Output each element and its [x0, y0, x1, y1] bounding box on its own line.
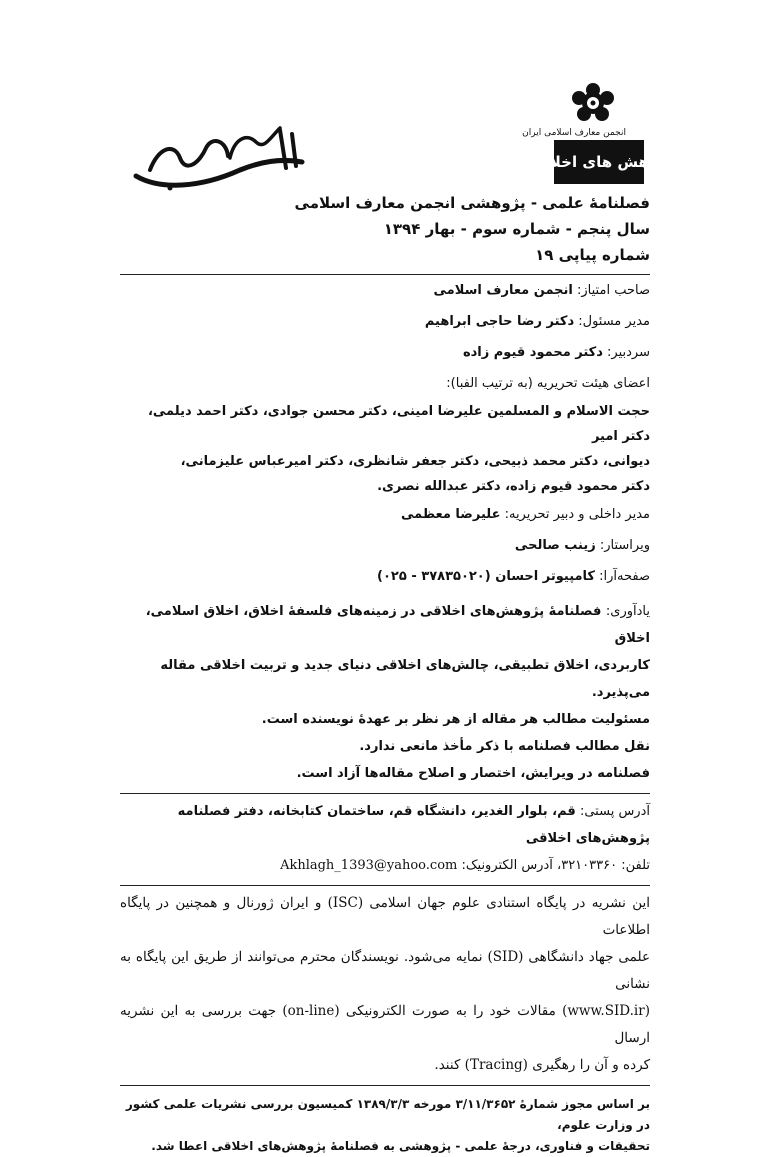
- association-logo: [522, 82, 626, 138]
- indexing-line: کرده و آن را رهگیری (Tracing) کنند.: [434, 1057, 650, 1073]
- phone-email-row: [120, 852, 650, 879]
- board-member-line: دکتر محمود قیوم زاده، دکتر عبدالله نصری.: [377, 479, 650, 494]
- internal-manager-value: علیرضا معظمی: [400, 507, 501, 522]
- indexing-line: علمی جهاد دانشگاهی (SID) نمایه می‌شود. نویسندگان محترم می‌توانند از طریق این پایگاه به نشانی: [120, 949, 651, 992]
- journal-info: [120, 190, 650, 268]
- phone-value: ۳۲۱۰۳۳۶۰،: [557, 858, 618, 873]
- editor-value: دکتر محمود قیوم زاده: [462, 345, 603, 360]
- board-label: اعضای هیئت تحریریه (به ترتیب الفبا):: [446, 376, 650, 391]
- page-header: [120, 60, 674, 188]
- internal-manager-label: مدیر داخلی و دبیر تحریریه:: [504, 507, 650, 522]
- director-value: دکتر رضا حاجی ابراهیم: [424, 314, 575, 329]
- journal-page: [120, 60, 674, 1153]
- journal-info-line: فصلنامهٔ علمی - پژوهشی انجمن معارف اسلامی: [294, 194, 650, 212]
- copy-editor-row: [120, 530, 650, 561]
- owner-value: انجمن معارف اسلامی: [433, 283, 573, 298]
- permit-line: تحقیقات و فناوری، درجهٔ علمی - پژوهشی به فصلنامهٔ پژوهش‌های اخلاقی اعطا شد.: [151, 1139, 650, 1153]
- divider: [120, 885, 650, 886]
- journal-info-line: سال پنجم - شماره سوم - بهار ۱۳۹۴: [383, 220, 650, 238]
- indexing-line: این نشریه در پایگاه استنادی علوم جهان اسلامی (ISC) و ایران ژورنال و همچنین در پایگاه اطلاعات: [120, 895, 650, 938]
- reminder-line: مسئولیت مطالب هر مقاله از هر نظر بر عهدهٔ نویسنده است.: [261, 712, 650, 727]
- board-members: [120, 399, 650, 499]
- journal-info-line: شماره پیاپی ۱۹: [535, 246, 650, 264]
- internal-manager-row: [120, 499, 650, 530]
- staff-section: [120, 275, 650, 592]
- journal-mark: پژوهش های اخلاقی: [554, 140, 644, 184]
- reminder-line: فصلنامه در ویرایش، اختصار و اصلاح مقاله‌ها آزاد است.: [296, 766, 650, 781]
- permit-section: [120, 1094, 650, 1157]
- association-name: انجمن معارف اسلامی ایران: [522, 128, 626, 138]
- divider: [120, 1085, 650, 1086]
- copy-editor-label: ویراستار:: [599, 538, 650, 553]
- email-label: آدرس الکترونیک:: [461, 858, 553, 873]
- owner-row: [120, 275, 650, 306]
- owner-label: صاحب امتیاز:: [577, 283, 650, 298]
- reminder-line: [120, 598, 650, 652]
- editor-row: [120, 337, 650, 368]
- layout-label: صفحه‌آرا:: [599, 569, 650, 584]
- phone-label: تلفن:: [621, 858, 650, 873]
- divider: [120, 793, 650, 794]
- board-member-line: دیوانی، دکتر محمد ذبیحی، دکتر جعفر شانظری، دکتر امیرعباس علیزمانی،: [180, 454, 650, 469]
- permit-line: بر اساس مجوز شمارهٔ ۳/۱۱/۳۶۵۲ مورخه ۱۳۸۹/۳/۳ کمیسیون بررسی نشریات علمی کشور در وزارت علوم،: [125, 1097, 650, 1132]
- address-label: آدرس پستی:: [579, 804, 650, 819]
- indexing-section: [120, 890, 650, 1079]
- board-member-line: حجت الاسلام و المسلمین علیرضا امینی، دکتر محسن جوادی، دکتر احمد دیلمی، دکتر امیر: [147, 404, 650, 444]
- reminder-label: یادآوری:: [605, 604, 650, 619]
- director-row: [120, 306, 650, 337]
- layout-value: کامپیوتر احسان (۳۷۸۳۵۰۲۰ - ۰۲۵): [377, 569, 595, 584]
- reminder-line: کاربردی، اخلاق تطبیقی، چالش‌های اخلاقی دنیای جدید و تربیت اخلاقی مقاله می‌پذیرد.: [160, 658, 650, 700]
- bismillah-calligraphy: [130, 118, 310, 198]
- reminder-text: فصلنامهٔ پژوهش‌های اخلاقی در زمینه‌های فلسفهٔ اخلاق، اخلاق اسلامی، اخلاق: [145, 604, 650, 646]
- address-row: [120, 798, 650, 852]
- address-value: قم، بلوار الغدیر، دانشگاه قم، ساختمان کتابخانه، دفتر فصلنامه پژوهش‌های اخلاقی: [177, 804, 650, 846]
- contact-section: [120, 798, 650, 879]
- editor-label: سردبیر:: [607, 345, 650, 360]
- reminder-section: [120, 598, 650, 787]
- director-label: مدیر مسئول:: [578, 314, 650, 329]
- reminder-line: نقل مطالب فصلنامه با ذکر مأخذ مانعی ندارد.: [359, 739, 650, 754]
- layout-row: [120, 561, 650, 592]
- bismillah-text: بسم الله: [230, 125, 263, 135]
- copy-editor-value: زینب صالحی: [514, 538, 596, 553]
- email-link[interactable]: Akhlagh_1393@yahoo.com: [280, 858, 458, 873]
- flower-seal-icon: [569, 82, 617, 126]
- indexing-line: (www.SID.ir) مقالات خود را به صورت الکترونیکی (on-line) جهت بررسی به این نشریه ارسال: [120, 1003, 650, 1046]
